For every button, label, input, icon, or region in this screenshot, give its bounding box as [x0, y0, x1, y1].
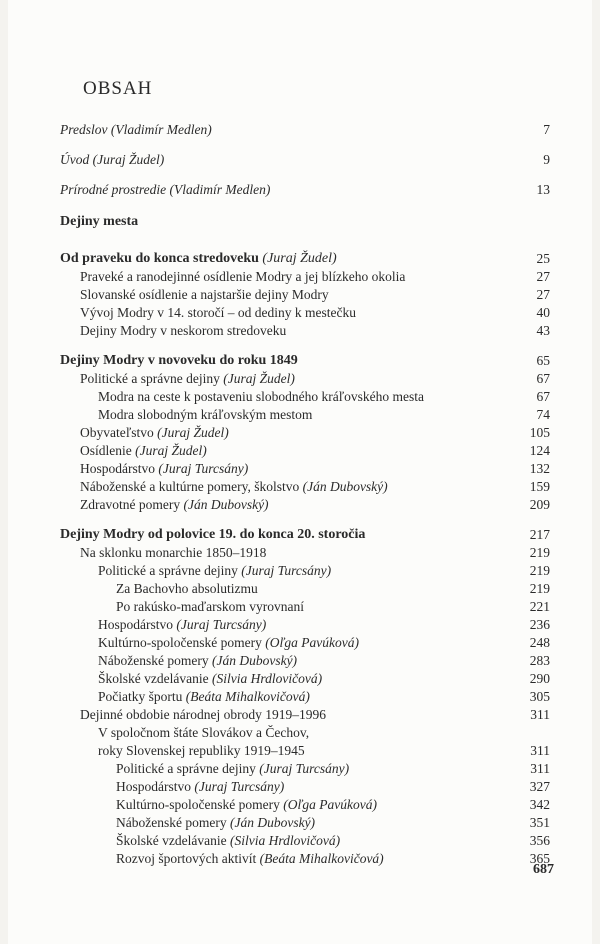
toc-entry-page: 74 — [536, 407, 550, 422]
toc-entry-author: (Juraj Turcsány) — [194, 779, 285, 794]
toc-entry-text: Dejiny Modry v novoveku do roku 1849 — [60, 353, 298, 368]
toc-entry-title — [80, 268, 405, 286]
toc-entry-title — [116, 796, 377, 814]
toc-entry-page: 124 — [529, 443, 550, 458]
toc-entry — [60, 352, 550, 370]
toc-entry-author: (Oľga Pavúková) — [265, 635, 359, 650]
toc-entry-title — [80, 322, 286, 340]
toc-entry-page: 217 — [529, 527, 550, 542]
toc-entry-title — [116, 598, 304, 616]
toc-entry-text: Náboženské pomery — [98, 653, 209, 668]
toc-entry-page: 7 — [543, 122, 550, 137]
toc-entry-title — [98, 616, 266, 634]
toc-entry-text: Modra na ceste k postaveniu slobodného kráľovského mesta — [98, 389, 425, 404]
toc-entry-title — [98, 724, 309, 742]
toc-entry-author: (Oľga Pavúková) — [283, 797, 377, 812]
toc-entry — [60, 478, 550, 496]
toc-entry-page: 43 — [536, 323, 550, 338]
toc-entry-text: Po rakúsko-maďarskom vyrovnaní — [116, 599, 304, 614]
toc-entry-page: 283 — [529, 653, 550, 668]
toc-entry-author: (Beáta Mihalkovičová) — [259, 851, 384, 866]
toc-entry-text: Slovanské osídlenie a najstaršie dejiny Modry — [80, 287, 329, 302]
toc-entry-text: Za Bachovho absolutizmu — [116, 581, 258, 596]
toc-entry-text: Na sklonku monarchie 1850–1918 — [80, 545, 267, 560]
toc-entry — [60, 370, 550, 388]
toc-entry-title — [98, 634, 359, 652]
toc-entry — [60, 814, 550, 832]
toc-entry-text: Politické a správne dejiny — [98, 563, 238, 578]
toc-entry — [60, 460, 550, 478]
toc-entry-text: Politické a správne dejiny — [80, 371, 220, 386]
toc-entry-author: (Juraj Žudel) — [223, 371, 295, 386]
toc-entry — [60, 544, 550, 562]
toc-entry-title — [116, 814, 315, 832]
toc-entry-page: 159 — [529, 479, 550, 494]
toc-entry-text: Kultúrno-spoločenské pomery — [98, 635, 262, 650]
toc-entry — [60, 796, 550, 814]
toc-entry — [60, 322, 550, 340]
toc-entry — [60, 616, 550, 634]
toc-entry-text: Vývoj Modry v 14. storočí – od dediny k mestečku — [80, 305, 356, 320]
toc-entry — [60, 388, 550, 406]
toc-entry-title — [98, 670, 322, 688]
toc-entry-page: 105 — [529, 425, 550, 440]
toc-entry-text: Dejiny Modry od polovice 19. do konca 20. storočia — [60, 527, 366, 542]
toc-entry — [60, 442, 550, 460]
toc-entry-author: (Ján Dubovský) — [302, 479, 388, 494]
toc-entry-page: 219 — [529, 563, 550, 578]
toc-entry-title — [80, 442, 207, 460]
toc-entry-text: Dejinné obdobie národnej obrody 1919–1996 — [80, 707, 326, 722]
toc-entry-text: Hospodárstvo — [98, 617, 173, 632]
toc-entry — [60, 424, 550, 442]
toc-entry-text: roky Slovenskej republiky 1919–1945 — [98, 743, 305, 758]
toc-front-entry — [60, 121, 550, 139]
toc-entry-text: Dejiny Modry v neskorom stredoveku — [80, 323, 287, 338]
toc-entry-title — [80, 478, 388, 496]
section-heading: Dejiny mesta — [60, 214, 139, 229]
toc-entry-text: Hospodárstvo — [116, 779, 191, 794]
toc-entry-page: 305 — [529, 689, 550, 704]
toc-entry-text: Zdravotné pomery — [80, 497, 181, 512]
toc-entry-page: 219 — [529, 545, 550, 560]
toc-entry-page: 342 — [529, 797, 550, 812]
toc-entry-author: (Silvia Hrdlovičová) — [229, 833, 341, 848]
toc-entry — [60, 562, 550, 580]
toc-entry-text: Modra slobodným kráľovským mestom — [98, 407, 313, 422]
toc-entry-title — [98, 742, 305, 760]
toc-entry-title — [80, 496, 269, 514]
toc-entry — [60, 286, 550, 304]
toc-entry — [60, 652, 550, 670]
toc-entry — [60, 268, 550, 286]
toc-entry — [60, 742, 550, 760]
toc-entry-text: Hospodárstvo — [80, 461, 155, 476]
toc-entry-author: (Ján Dubovský) — [183, 497, 269, 512]
toc-entry — [60, 778, 550, 796]
toc-entry-text: V spoločnom štáte Slovákov a Čechov, — [98, 725, 310, 740]
toc-entry-page: 248 — [529, 635, 550, 650]
toc-entry-text: Praveké a ranodejinné osídlenie Modry a jej blízkeho okolia — [80, 269, 406, 284]
toc-entry-title — [98, 562, 331, 580]
toc-entry — [60, 634, 550, 652]
toc-entry-page: 351 — [529, 815, 550, 830]
toc-entry-page: 290 — [529, 671, 550, 686]
toc-entry-title — [116, 850, 384, 868]
toc-entry-text: Politické a správne dejiny — [116, 761, 256, 776]
toc-entry-author: (Juraj Turcsány) — [176, 617, 267, 632]
toc-entry — [60, 706, 550, 724]
toc-entry-title — [98, 688, 310, 706]
toc-entry — [60, 688, 550, 706]
toc-entry-text: Počiatky športu — [98, 689, 183, 704]
toc-entry-title — [80, 304, 356, 322]
toc-entry-title — [116, 778, 284, 796]
toc-entry-title — [116, 580, 258, 598]
toc-entry-text: Obyvateľstvo — [80, 425, 154, 440]
page-title: OBSAH — [83, 78, 153, 99]
toc-entry-text: Školské vzdelávanie — [116, 833, 227, 848]
toc-entry-page: 9 — [543, 152, 550, 167]
toc-entry-page: 27 — [536, 287, 550, 302]
toc-entry — [60, 850, 550, 868]
toc-entry-title — [80, 460, 248, 478]
toc-entry-author: (Juraj Žudel) — [157, 425, 229, 440]
toc-entry-page: 132 — [529, 461, 550, 476]
page-number: 687 — [533, 862, 554, 877]
toc-entry-title — [116, 832, 340, 850]
toc-entry-page: 209 — [529, 497, 550, 512]
toc-entry-author: (Beáta Mihalkovičová) — [185, 689, 310, 704]
toc-entry-author: (Juraj Turcsány) — [259, 761, 350, 776]
toc-entry-author: (Ján Dubovský) — [211, 653, 298, 668]
toc-entry-text: Od praveku do konca stredoveku — [60, 251, 259, 266]
toc-entry-author: (Silvia Hrdlovičová) — [211, 671, 323, 686]
toc-front-entry — [60, 181, 550, 199]
toc-entry-text: Kultúrno-spoločenské pomery — [116, 797, 280, 812]
toc-entry-title — [80, 706, 326, 724]
toc-entry — [60, 580, 550, 598]
toc-entry-page: 13 — [536, 182, 550, 197]
toc-entry-title — [80, 544, 266, 562]
toc-entry — [60, 406, 550, 424]
toc-entry — [60, 670, 550, 688]
toc-entry-title — [98, 388, 424, 406]
toc-entry-author: (Juraj Žudel) — [262, 251, 337, 266]
toc-entry-text: Osídlenie — [80, 443, 132, 458]
toc-entry-title — [80, 424, 229, 442]
toc-entry — [60, 724, 550, 742]
toc-entry-text: Rozvoj športových aktivít — [116, 851, 257, 866]
toc-entry-author: (Juraj Turcsány) — [158, 461, 249, 476]
toc-entry — [60, 832, 550, 850]
toc-entry — [60, 304, 550, 322]
toc-entry-text: Náboženské pomery — [116, 815, 227, 830]
toc-entry — [60, 760, 550, 778]
toc-entry-title — [60, 352, 298, 370]
toc-entry-title — [98, 406, 312, 424]
toc-entry — [60, 526, 550, 544]
toc-entry-title: Predslov (Vladimír Medlen) — [60, 122, 212, 137]
toc-entry — [60, 496, 550, 514]
toc-entry-page: 219 — [529, 581, 550, 596]
toc-entry-page: 65 — [536, 353, 550, 368]
toc-entry-text: Náboženské a kultúrne pomery, školstvo — [80, 479, 300, 494]
toc-entry-title — [116, 760, 349, 778]
toc-entry-page: 221 — [529, 599, 550, 614]
toc-entry — [60, 598, 550, 616]
toc-entry-page: 67 — [536, 371, 550, 386]
toc-entry-title — [80, 370, 295, 388]
toc-entry — [60, 250, 550, 268]
toc-entry-author: (Juraj Žudel) — [135, 443, 207, 458]
book-page — [8, 0, 592, 944]
toc-entry-page: 27 — [536, 269, 550, 284]
toc-entry-page: 327 — [529, 779, 550, 794]
toc-entry-title: Úvod (Juraj Žudel) — [60, 152, 165, 167]
toc-entry-title — [60, 526, 365, 544]
toc-entry-title — [98, 652, 297, 670]
toc-entry-page: 311 — [530, 743, 550, 758]
toc-entry-title — [80, 286, 329, 304]
toc-entry-page: 365 — [529, 851, 550, 866]
toc-entry-title: Prírodné prostredie (Vladimír Medlen) — [60, 182, 271, 197]
toc-entry-text: Školské vzdelávanie — [98, 671, 209, 686]
toc-entry-page: 67 — [536, 389, 550, 404]
toc-entry-page: 236 — [529, 617, 550, 632]
toc-entry-page: 356 — [529, 833, 550, 848]
toc-entry-page: 311 — [530, 761, 550, 776]
toc-entry-author: (Ján Dubovský) — [229, 815, 316, 830]
toc-entry-page: 40 — [536, 305, 550, 320]
toc-entry-page: 311 — [530, 707, 550, 722]
toc-entry-page: 25 — [536, 251, 550, 266]
toc-front-entry — [60, 151, 550, 169]
toc-entry-author: (Juraj Turcsány) — [241, 563, 332, 578]
toc-entry-title — [60, 250, 337, 268]
